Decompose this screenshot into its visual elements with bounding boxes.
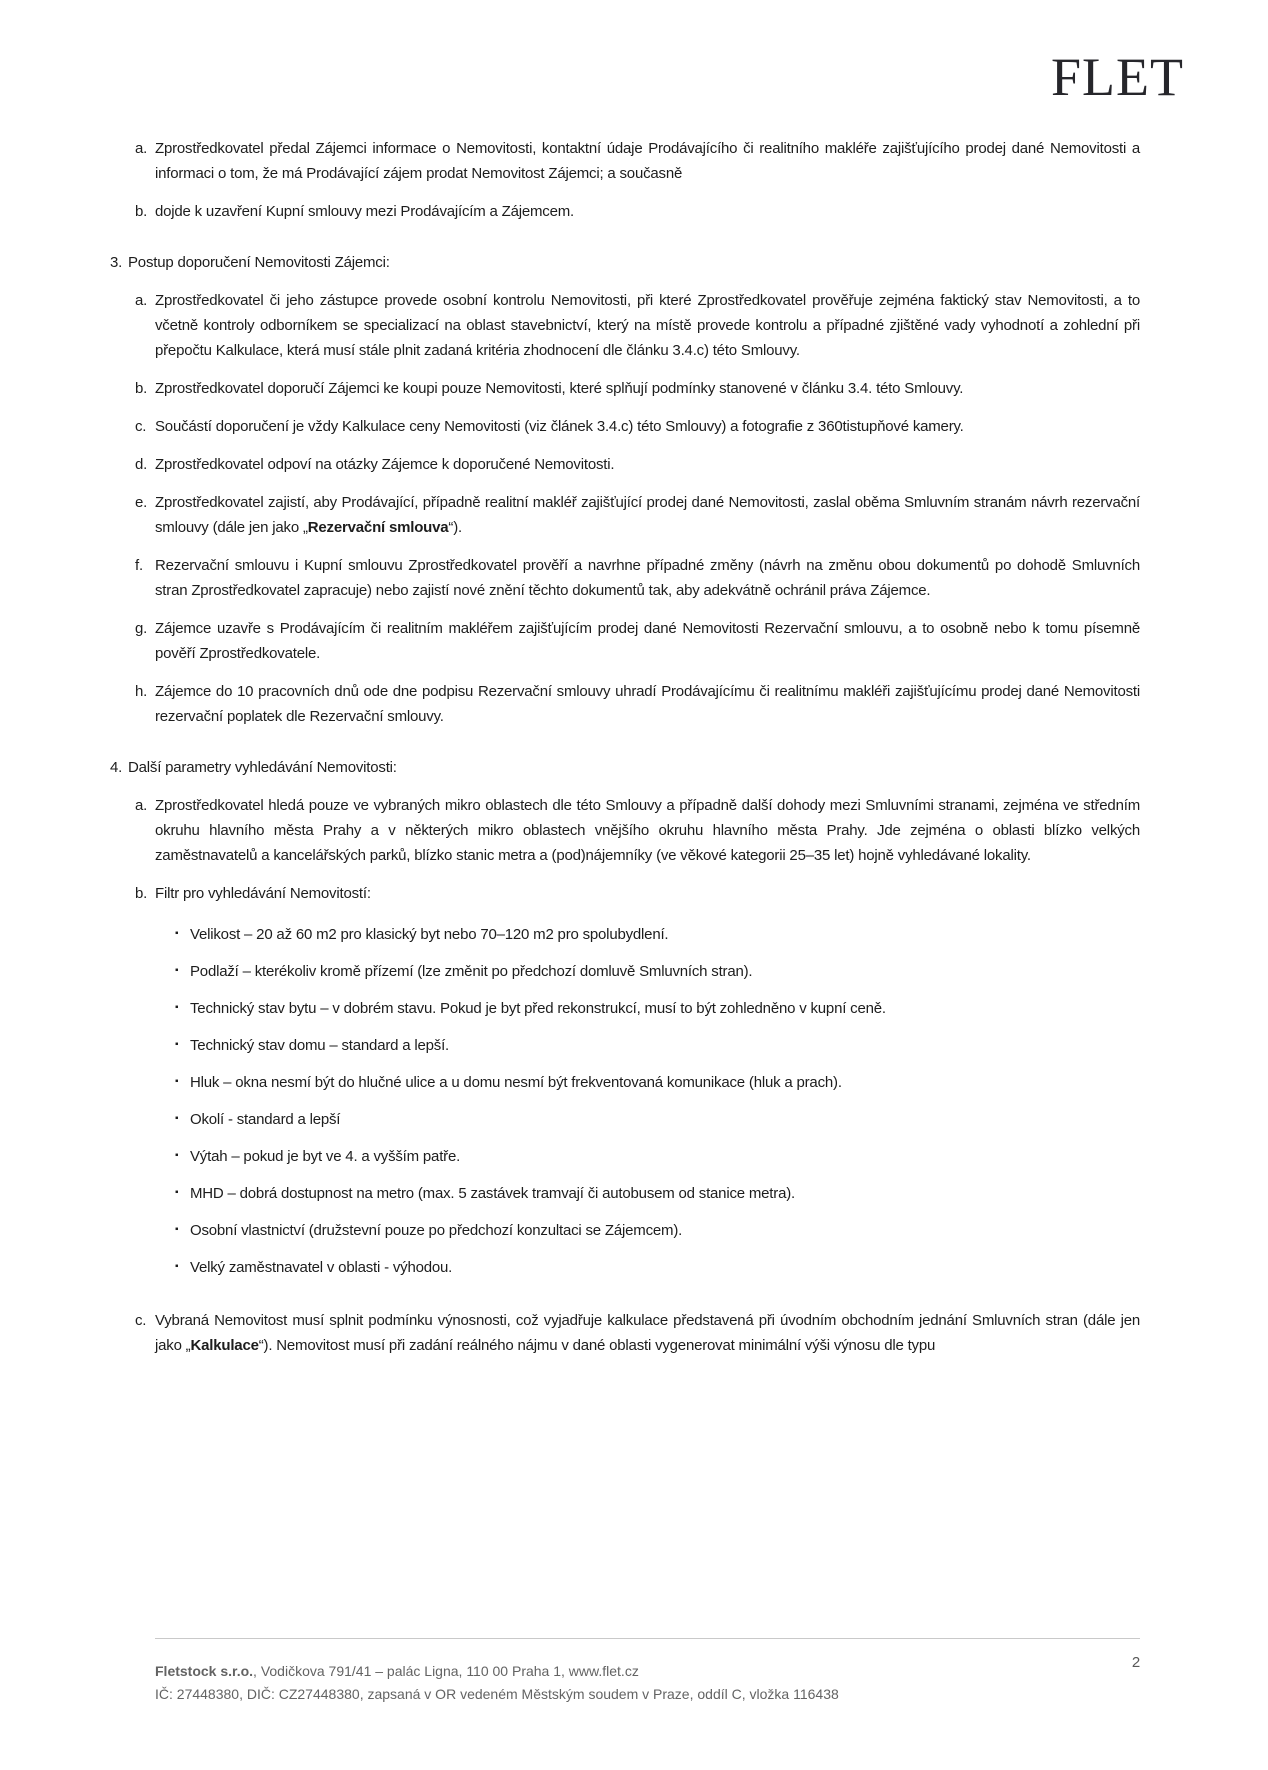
bullet-text: Podlaží – kterékoliv kromě přízemí (lze změnit po předchozí domluvě Smluvních stran). — [190, 963, 753, 980]
footer-registration-line: IČ: 27448380, DIČ: CZ27448380, zapsaná v OR vedeném Městským soudem v Praze, oddíl C, vložka 116438 — [155, 1686, 839, 1702]
filter-bullet-list — [175, 922, 1140, 1280]
bullet-icon: ▪ — [175, 1113, 179, 1124]
defined-term: Rezervační smlouva — [307, 519, 449, 536]
bullet-item — [175, 1070, 1140, 1095]
bullet-text: Hluk – okna nesmí být do hlučné ulice a u domu nesmí být frekventovaná komunikace (hluk a prach). — [190, 1074, 842, 1091]
section-title: Další parametry vyhledávání Nemovitosti: — [128, 759, 397, 776]
section-number: 3. — [110, 254, 123, 271]
list-item — [135, 414, 1140, 439]
list-marker: a. — [135, 292, 148, 309]
list-item-text: Filtr pro vyhledávání Nemovitostí: — [155, 885, 371, 902]
bullet-icon: ▪ — [175, 1261, 179, 1272]
bullet-text: Velký zaměstnavatel v oblasti - výhodou. — [190, 1259, 453, 1276]
list-item-text: Zprostředkovatel odpoví na otázky Zájemce k doporučené Nemovitosti. — [155, 456, 615, 473]
list-item — [135, 376, 1140, 401]
list-item-text: Zprostředkovatel doporučí Zájemci ke koupi pouze Nemovitosti, které splňují podmínky stanovené v článku 3.4. této Smlouvy. — [155, 380, 964, 397]
list-item-text: dojde k uzavření Kupní smlouvy mezi Prodávajícím a Zájemcem. — [155, 203, 575, 220]
list-marker: g. — [135, 620, 148, 637]
list-marker: f. — [135, 557, 143, 574]
list-item — [135, 288, 1140, 363]
list-item — [135, 616, 1140, 666]
bullet-text: Technický stav domu – standard a lepší. — [190, 1037, 450, 1054]
bullet-text: Výtah – pokud je byt ve 4. a vyšším patře. — [190, 1148, 461, 1165]
section-number: 4. — [110, 759, 123, 776]
list-item — [135, 793, 1140, 868]
list-item-text: Zájemce uzavře s Prodávajícím či realitním makléřem zajišťujícím prodej dané Nemovitosti Rezervační smlouvu, a to osobně nebo k tomu písemně pověří Zprostředkovatele. — [155, 620, 1140, 662]
document-body — [110, 136, 1140, 1371]
list-item-text: Zájemce do 10 pracovních dnů ode dne podpisu Rezervační smlouvy uhradí Prodávajícímu či realitnímu makléři zajišťujícímu prodej dané Nemovitosti rezervační poplatek dle Rezervační smlouvy. — [155, 683, 1140, 725]
bullet-icon: ▪ — [175, 1076, 179, 1087]
section-heading — [110, 250, 1140, 275]
list-item — [135, 490, 1140, 540]
list-marker: b. — [135, 203, 148, 220]
list-marker: d. — [135, 456, 148, 473]
bullet-item — [175, 959, 1140, 984]
bullet-icon: ▪ — [175, 1187, 179, 1198]
bullet-icon: ▪ — [175, 1002, 179, 1013]
bullet-item — [175, 1218, 1140, 1243]
list-item — [135, 199, 1140, 224]
list-item-text: Zprostředkovatel zajistí, aby Prodávající, případně realitní makléř zajišťující prodej dané Nemovitosti, zaslal oběma Smluvním stranám návrh rezervační smlouvy (dále jen jako „Rezervační smlouva“). — [155, 494, 1140, 536]
bullet-item — [175, 1255, 1140, 1280]
list-marker: a. — [135, 797, 148, 814]
bullet-item — [175, 1107, 1140, 1132]
section-title: Postup doporučení Nemovitosti Zájemci: — [128, 254, 390, 271]
bullet-text: Velikost – 20 až 60 m2 pro klasický byt nebo 70–120 m2 pro spolubydlení. — [190, 926, 669, 943]
list-marker: h. — [135, 683, 148, 700]
list-marker: b. — [135, 380, 148, 397]
bullet-icon: ▪ — [175, 1150, 179, 1161]
defined-term: Kalkulace — [190, 1337, 259, 1354]
bullet-item — [175, 1144, 1140, 1169]
list-item — [135, 452, 1140, 477]
bullet-item — [175, 922, 1140, 947]
list-item-text: Součástí doporučení je vždy Kalkulace ceny Nemovitosti (viz článek 3.4.c) této Smlouvy) a fotografie z 360tistupňové kamery. — [155, 418, 964, 435]
list-marker: e. — [135, 494, 148, 511]
list-item — [135, 1308, 1140, 1358]
footer-company-line: Fletstock s.r.o., Vodičkova 791/41 – palác Ligna, 110 00 Praha 1, www.flet.cz — [155, 1663, 639, 1679]
bullet-item — [175, 996, 1140, 1021]
section-heading — [110, 755, 1140, 780]
bullet-item — [175, 1033, 1140, 1058]
list-item-text: Zprostředkovatel či jeho zástupce provede osobní kontrolu Nemovitosti, při které Zprostředkovatel prověřuje zejména faktický stav Nemovitosti, a to včetně kontroly odborníkem se specializací na oblast stavebnictví, který na místě provede kontrolu a případné zjištěné vady vyhodnotí a zohlední při přepočtu Kalkulace, která musí stále plnit zadaná kritéria zhodnocení dle článku 3.4.c) této Smlouvy. — [155, 292, 1140, 359]
bullet-item — [175, 1181, 1140, 1206]
flet-logo: FLET — [1051, 47, 1184, 107]
list-item-text: Zprostředkovatel předal Zájemci informace o Nemovitosti, kontaktní údaje Prodávajícího či realitního makléře zajišťujícího prodej dané Nemovitosti a informaci o tom, že má Prodávající zájem prodat Nemovitost Zájemci; a současně — [155, 140, 1140, 182]
list-item-text: Zprostředkovatel hledá pouze ve vybraných mikro oblastech dle této Smlouvy a případně další dohody mezi Smluvními stranami, zejména ve středním okruhu hlavního města Prahy a v některých mikro oblastech vnějšího okruhu hlavního města Prahy. Jde zejména o oblasti blízko velkých zaměstnavatelů a kancelářských parků, blízko stanic metra a (pod)nájemníky (ve věkové kategorii 25–35 let) hojně vyhledávané lokality. — [155, 797, 1140, 864]
bullet-text: MHD – dobrá dostupnost na metro (max. 5 zastávek tramvají či autobusem od stanice metra). — [190, 1185, 795, 1202]
list-item — [135, 553, 1140, 603]
bullet-icon: ▪ — [175, 965, 179, 976]
page-footer — [155, 1638, 1140, 1706]
list-item-text: Rezervační smlouvu i Kupní smlouvu Zprostředkovatel prověří a navrhne případné změny (návrh na změnu obou dokumentů po dohodě Smluvních stran Zprostředkovatel zapracuje) nebo zajistí nové znění těchto dokumentů tak, aby adekvátně ochránil práva Zájemce. — [155, 557, 1140, 599]
bullet-text: Osobní vlastnictví (družstevní pouze po předchozí konzultaci se Zájemcem). — [190, 1222, 683, 1239]
list-marker: a. — [135, 140, 148, 157]
list-marker: c. — [135, 418, 147, 435]
bullet-text: Technický stav bytu – v dobrém stavu. Pokud je byt před rekonstrukcí, musí to být zohledněno v kupní ceně. — [190, 1000, 886, 1017]
bullet-text: Okolí - standard a lepší — [190, 1111, 341, 1128]
company-name: Fletstock s.r.o. — [155, 1663, 254, 1679]
list-item — [135, 679, 1140, 729]
bullet-icon: ▪ — [175, 928, 179, 939]
list-item-text: Vybraná Nemovitost musí splnit podmínku výnosnosti, což vyjadřuje kalkulace představená při úvodním obchodním jednání Smluvních stran (dále jen jako „Kalkulace“). Nemovitost musí při zadání reálného nájmu v dané oblasti vygenerovat minimální výši výnosu dle typu — [155, 1312, 1140, 1354]
page-number: 2 — [1131, 1654, 1140, 1671]
bullet-icon: ▪ — [175, 1224, 179, 1235]
list-item — [135, 136, 1140, 186]
list-marker: b. — [135, 885, 148, 902]
list-item — [135, 881, 1140, 1280]
bullet-icon: ▪ — [175, 1039, 179, 1050]
list-marker: c. — [135, 1312, 147, 1329]
